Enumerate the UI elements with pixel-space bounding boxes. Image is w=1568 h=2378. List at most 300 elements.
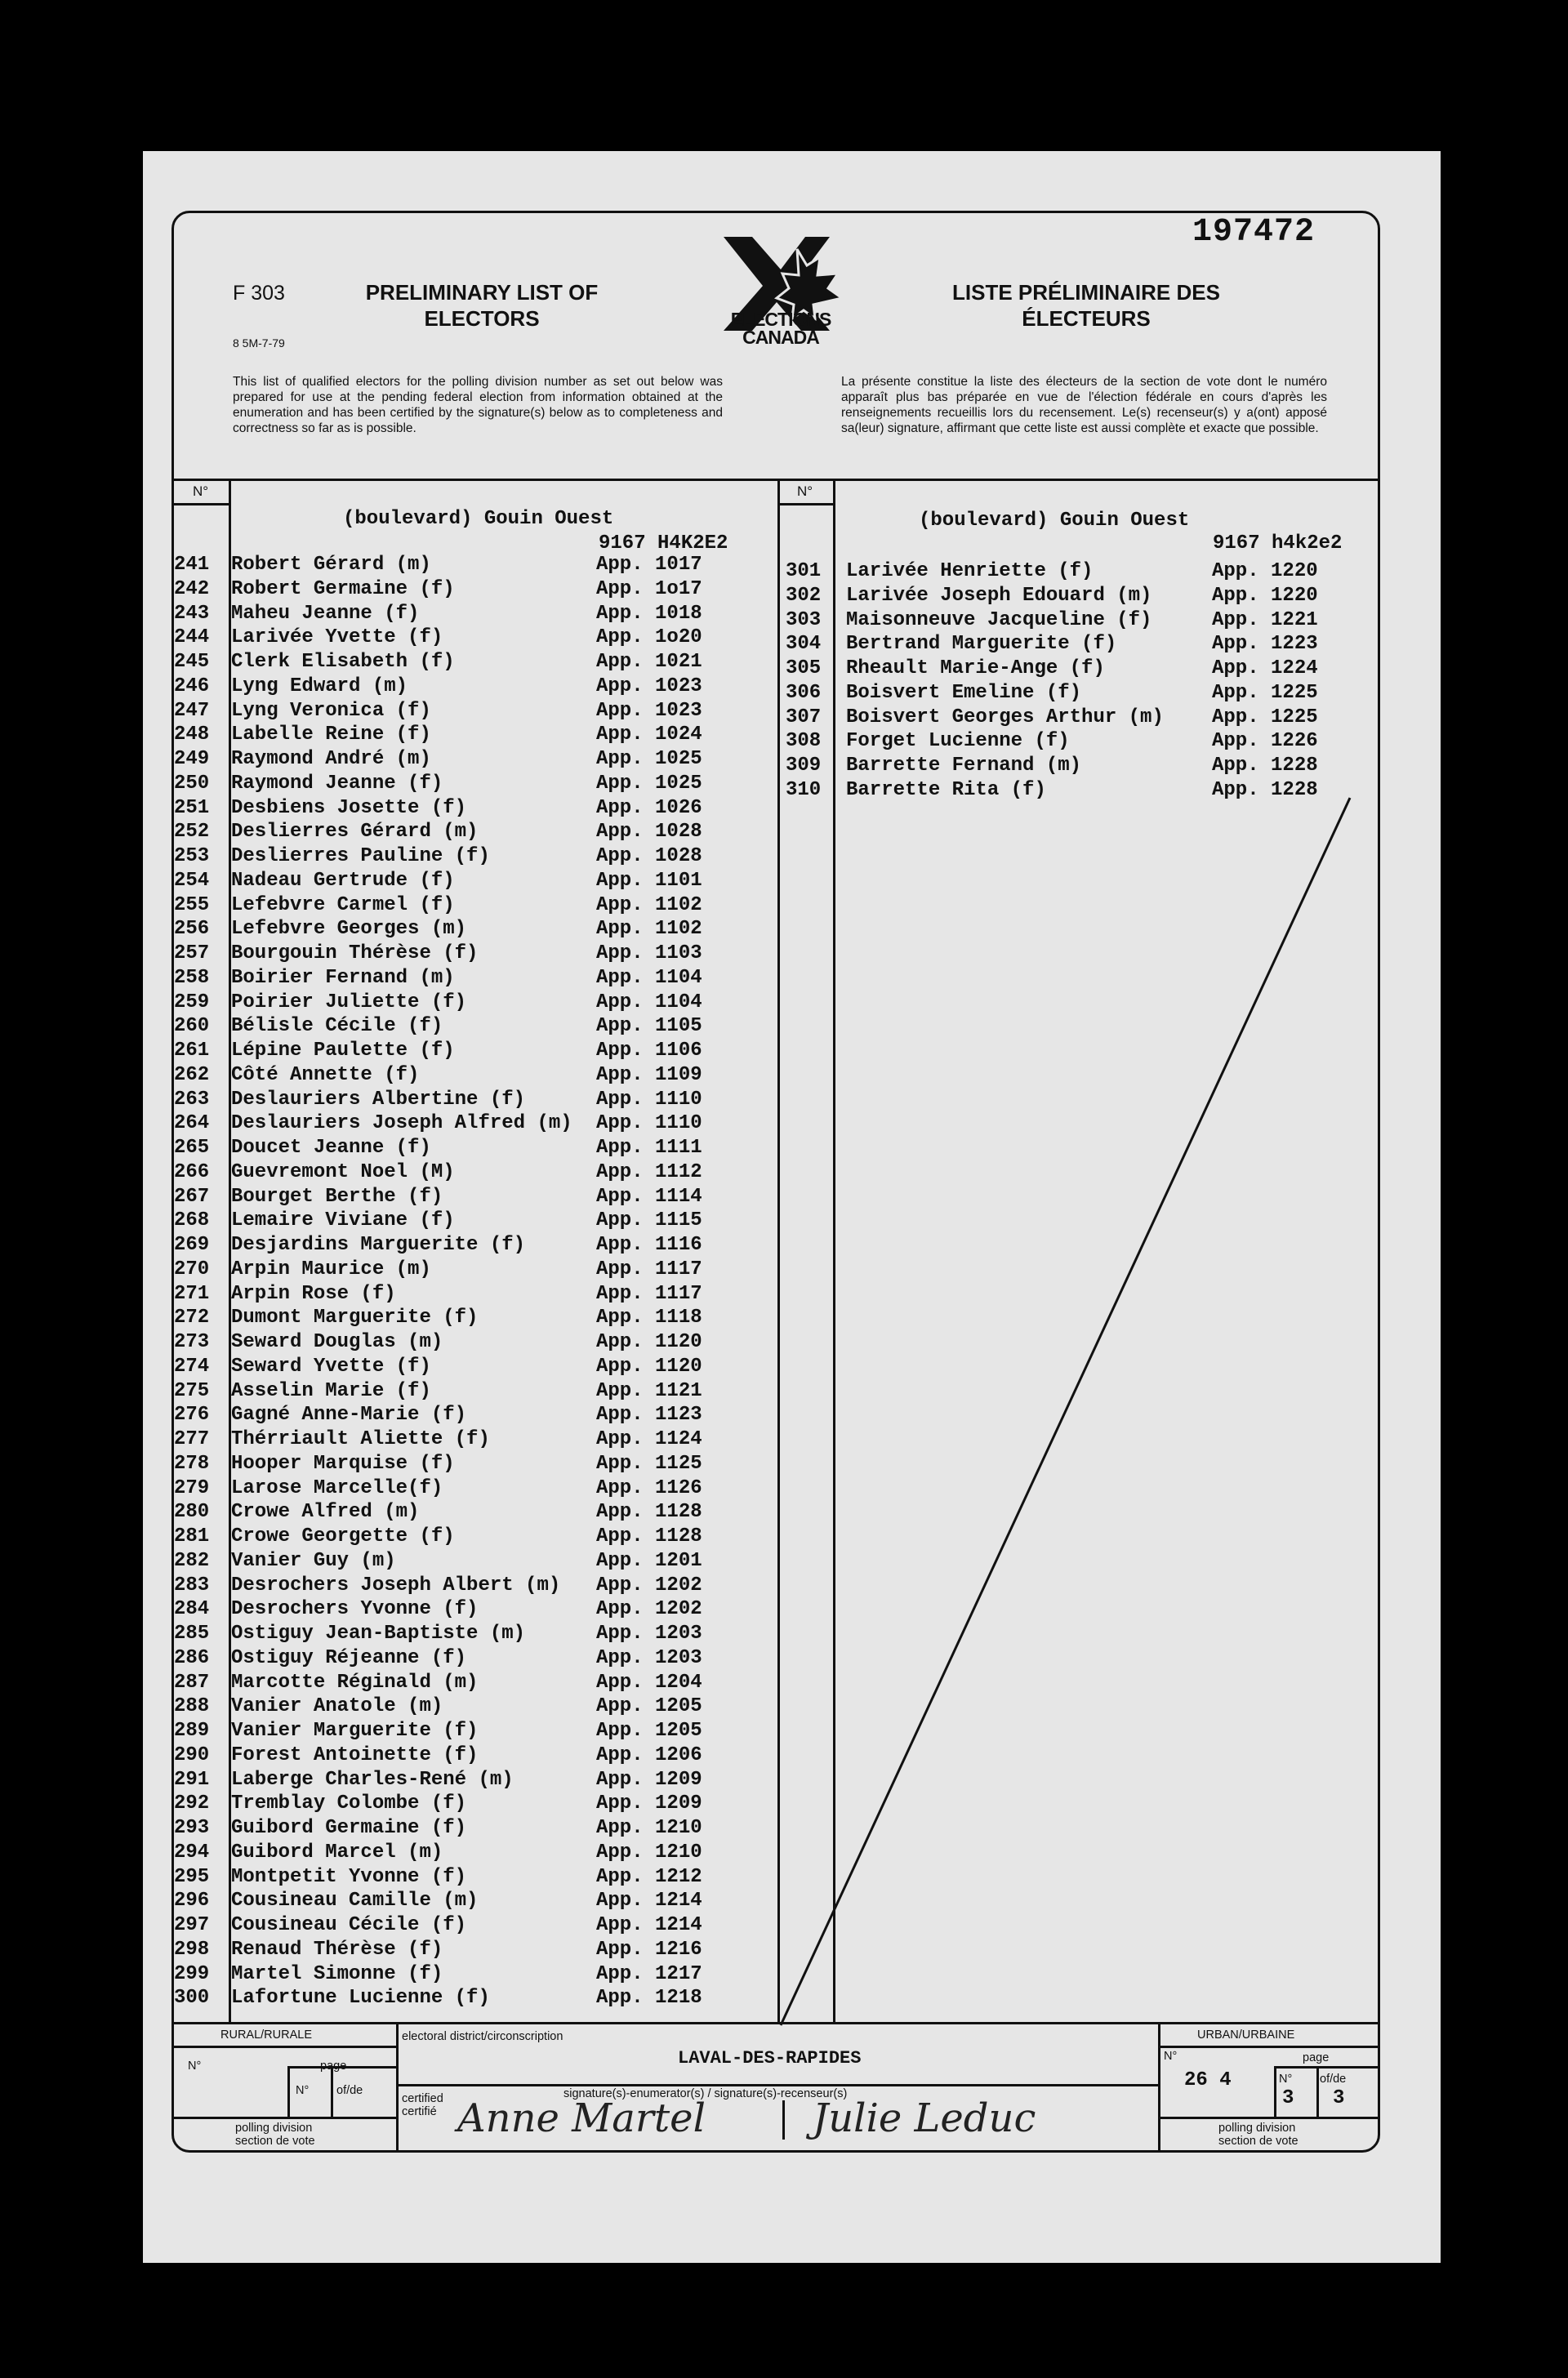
table-row xyxy=(174,1769,727,1793)
elector-name: Guibord Germaine (f) xyxy=(231,1817,467,1839)
table-row xyxy=(174,1186,727,1210)
elector-name: Asselin Marie (f) xyxy=(231,1379,431,1402)
elector-number: 291 xyxy=(174,1768,210,1791)
elector-apartment: App. 1117 xyxy=(596,1258,702,1280)
elector-apartment: App. 1202 xyxy=(596,1574,702,1596)
elector-name: Desbiens Josette (f) xyxy=(231,796,467,819)
table-row xyxy=(174,821,727,845)
elector-number: 292 xyxy=(174,1792,210,1815)
elector-apartment: App. 1120 xyxy=(596,1355,702,1378)
elector-name: Forest Antoinette (f) xyxy=(231,1743,479,1766)
elector-number: 281 xyxy=(174,1525,210,1547)
elector-name: Côté Annette (f) xyxy=(231,1063,420,1086)
table-row xyxy=(174,1841,727,1866)
elector-number: 297 xyxy=(174,1914,210,1936)
rural-header-rule xyxy=(172,2046,396,2048)
table-row xyxy=(174,1015,727,1040)
elector-apartment: App. 1023 xyxy=(596,699,702,722)
right-civic: 9167 h4k2e2 xyxy=(1213,532,1343,554)
table-row xyxy=(174,1064,727,1089)
elector-apartment: App. 1205 xyxy=(596,1720,702,1742)
table-row xyxy=(174,1525,727,1550)
table-row xyxy=(174,1890,727,1914)
table-row xyxy=(174,991,727,1016)
elector-number: 296 xyxy=(174,1890,210,1913)
footer-divider-left xyxy=(396,2022,399,2153)
elector-name: Arpin Maurice (m) xyxy=(231,1258,431,1280)
elector-apartment: App. 1021 xyxy=(596,651,702,673)
elector-name: Lefebvre Georges (m) xyxy=(231,918,467,941)
urban-of-divider xyxy=(1316,2066,1319,2117)
elector-name: Larose Marcelle(f) xyxy=(231,1476,443,1499)
elector-apartment: App. 1221 xyxy=(1212,608,1318,631)
table-row xyxy=(174,1331,727,1356)
elector-number: 298 xyxy=(174,1938,210,1961)
table-row xyxy=(174,554,727,578)
table-row xyxy=(786,585,1343,609)
right-street: (boulevard) Gouin Ouest xyxy=(919,510,1190,532)
elector-number: 271 xyxy=(174,1282,210,1305)
elector-name: Maisonneuve Jacqueline (f) xyxy=(846,608,1152,631)
table-row xyxy=(174,1817,727,1841)
urban-page-no-label: N° xyxy=(1279,2073,1293,2086)
elector-name: Larivée Henriette (f) xyxy=(846,560,1094,582)
elector-name: Desrochers Yvonne (f) xyxy=(231,1598,479,1621)
elector-apartment: App. 1106 xyxy=(596,1040,702,1062)
elector-name: Marcotte Réginald (m) xyxy=(231,1671,479,1694)
elector-name: Vanier Anatole (m) xyxy=(231,1695,443,1718)
elector-name: Poirier Juliette (f) xyxy=(231,991,467,1013)
rural-page-label: page xyxy=(320,2060,347,2073)
logo-wordmark xyxy=(707,310,854,346)
urban-of-number: 3 xyxy=(1333,2087,1345,2109)
elector-name: Hooper Marquise (f) xyxy=(231,1452,455,1475)
elector-number: 306 xyxy=(786,681,822,704)
elector-number: 304 xyxy=(786,633,822,656)
urban-page-rule xyxy=(1274,2066,1380,2069)
elector-number: 300 xyxy=(174,1987,210,2010)
table-row xyxy=(174,1356,727,1380)
table-row xyxy=(786,560,1343,585)
elector-number: 277 xyxy=(174,1428,210,1450)
table-row xyxy=(174,773,727,797)
urban-page-label: page xyxy=(1303,2051,1330,2064)
elector-name: Desjardins Marguerite (f) xyxy=(231,1234,526,1256)
elector-number: 249 xyxy=(174,748,210,770)
table-row xyxy=(174,724,727,748)
elector-apartment: App. 1210 xyxy=(596,1817,702,1839)
rural-of-divider xyxy=(331,2066,333,2117)
elector-name: Seward Yvette (f) xyxy=(231,1355,431,1378)
elector-apartment: App. 1128 xyxy=(596,1501,702,1524)
table-row xyxy=(174,845,727,870)
district-bottom-rule xyxy=(396,2084,1158,2086)
table-row xyxy=(786,633,1343,657)
elector-name: Vanier Guy (m) xyxy=(231,1549,396,1572)
elector-number: 286 xyxy=(174,1646,210,1669)
table-row xyxy=(174,1939,727,1963)
elector-apartment: App. 1126 xyxy=(596,1476,702,1499)
urban-label: URBAN/URBAINE xyxy=(1197,2028,1295,2042)
table-row xyxy=(174,1695,727,1720)
elector-number: 241 xyxy=(174,554,210,576)
elector-number: 282 xyxy=(174,1549,210,1572)
elector-name: Bertrand Marguerite (f) xyxy=(846,633,1117,656)
rural-polling-division: polling division xyxy=(235,2122,313,2135)
elector-number: 293 xyxy=(174,1817,210,1839)
signature-label: signature(s)-enumerator(s) / signature(s)-recenseur(s) xyxy=(564,2087,848,2100)
elector-name: Barrette Fernand (m) xyxy=(846,755,1082,777)
enumerator-signature-1: Anne Martel xyxy=(457,2095,706,2141)
table-row xyxy=(174,1453,727,1477)
elector-name: Labelle Reine (f) xyxy=(231,724,431,746)
elector-number: 288 xyxy=(174,1695,210,1718)
elector-number: 254 xyxy=(174,869,210,892)
elector-apartment: App. 1209 xyxy=(596,1792,702,1815)
elector-apartment: App. 1212 xyxy=(596,1865,702,1888)
elector-number: 305 xyxy=(786,657,822,679)
elector-number: 295 xyxy=(174,1865,210,1888)
elector-number: 270 xyxy=(174,1258,210,1280)
elector-number: 269 xyxy=(174,1234,210,1256)
elector-apartment: App. 1223 xyxy=(1212,633,1318,656)
elector-apartment: App. 1026 xyxy=(596,796,702,819)
elector-number: 285 xyxy=(174,1623,210,1645)
table-row xyxy=(174,675,727,700)
elector-apartment: App. 1217 xyxy=(596,1962,702,1985)
elector-name: Gagné Anne-Marie (f) xyxy=(231,1404,467,1427)
elector-number: 252 xyxy=(174,821,210,844)
elector-number: 255 xyxy=(174,893,210,916)
elector-name: Bourget Berthe (f) xyxy=(231,1185,443,1208)
table-row xyxy=(786,706,1343,731)
rural-inner-divider xyxy=(287,2066,290,2117)
certified-label: certified xyxy=(402,2092,443,2105)
elector-apartment: App. 1118 xyxy=(596,1307,702,1329)
elector-apartment: App. 1216 xyxy=(596,1938,702,1961)
table-top-rule xyxy=(172,479,1380,481)
elector-number: 264 xyxy=(174,1112,210,1135)
elector-apartment: App. 1121 xyxy=(596,1379,702,1402)
table-row xyxy=(174,1987,727,2011)
elector-apartment: App. 1205 xyxy=(596,1695,702,1718)
table-row xyxy=(174,1914,727,1939)
table-row xyxy=(174,748,727,773)
left-street: (boulevard) Gouin Ouest xyxy=(343,508,614,530)
elector-number: 278 xyxy=(174,1452,210,1475)
table-row xyxy=(174,1380,727,1405)
table-row xyxy=(174,1866,727,1890)
elector-name: Guibord Marcel (m) xyxy=(231,1841,443,1864)
elector-apartment: App. 1116 xyxy=(596,1234,702,1256)
elector-name: Deslierres Gérard (m) xyxy=(231,821,479,844)
elector-apartment: App. 1o20 xyxy=(596,626,702,649)
elector-name: Lyng Veronica (f) xyxy=(231,699,431,722)
elector-number: 268 xyxy=(174,1209,210,1232)
table-row xyxy=(174,1089,727,1113)
elector-number: 284 xyxy=(174,1598,210,1621)
elector-apartment: App. 1220 xyxy=(1212,560,1318,582)
table-row xyxy=(786,682,1343,706)
elector-apartment: App. 1218 xyxy=(596,1987,702,2010)
elector-number: 267 xyxy=(174,1185,210,1208)
table-row xyxy=(174,700,727,724)
elector-number: 272 xyxy=(174,1307,210,1329)
elector-number: 308 xyxy=(786,730,822,753)
elector-name: Larivée Yvette (f) xyxy=(231,626,443,649)
elector-apartment: App. 1105 xyxy=(596,1015,702,1038)
table-row xyxy=(174,1283,727,1307)
elector-apartment: App. 1117 xyxy=(596,1282,702,1305)
table-row xyxy=(174,626,727,651)
elector-name: Lafortune Lucienne (f) xyxy=(231,1987,490,2010)
elector-name: Boisvert Emeline (f) xyxy=(846,681,1082,704)
table-row xyxy=(786,609,1343,634)
elector-apartment: App. 1203 xyxy=(596,1623,702,1645)
urban-section-de-vote: section de vote xyxy=(1218,2135,1298,2148)
form-number: F 303 xyxy=(233,282,285,305)
elector-name: Lefebvre Carmel (f) xyxy=(231,893,455,916)
elector-name: Raymond André (m) xyxy=(231,748,431,770)
elector-apartment: App. 1115 xyxy=(596,1209,702,1232)
elector-apartment: App. 1017 xyxy=(596,554,702,576)
title-french: LISTE PRÉLIMINAIRE DES ÉLECTEURS xyxy=(952,280,1220,331)
elector-apartment: App. 1023 xyxy=(596,675,702,697)
table-row xyxy=(174,942,727,967)
elector-number: 301 xyxy=(786,560,822,582)
table-row xyxy=(174,651,727,675)
elector-number: 273 xyxy=(174,1331,210,1353)
elector-apartment: App. 1203 xyxy=(596,1646,702,1669)
table-row xyxy=(174,918,727,942)
elector-number: 276 xyxy=(174,1404,210,1427)
elector-number: 279 xyxy=(174,1476,210,1499)
certifie-label: certifié xyxy=(402,2105,437,2118)
table-row xyxy=(174,1040,727,1064)
table-row xyxy=(786,730,1343,755)
right-no-header: N° xyxy=(797,483,813,499)
table-row xyxy=(174,603,727,627)
elector-number: 274 xyxy=(174,1355,210,1378)
elector-name: Tremblay Colombe (f) xyxy=(231,1792,467,1815)
table-row xyxy=(174,797,727,822)
elector-apartment: App. 1o17 xyxy=(596,577,702,600)
elector-apartment: App. 1028 xyxy=(596,821,702,844)
right-no-header-rule xyxy=(777,503,835,505)
table-row xyxy=(174,1574,727,1599)
elector-name: Robert Germaine (f) xyxy=(231,577,455,600)
elector-apartment: App. 1209 xyxy=(596,1768,702,1791)
elector-name: Raymond Jeanne (f) xyxy=(231,772,443,795)
elector-number: 258 xyxy=(174,966,210,989)
elector-apartment: App. 1102 xyxy=(596,918,702,941)
elector-name: Ostiguy Jean-Baptiste (m) xyxy=(231,1623,526,1645)
elector-apartment: App. 1220 xyxy=(1212,584,1318,607)
elector-name: Bélisle Cécile (f) xyxy=(231,1015,443,1038)
elector-number: 243 xyxy=(174,602,210,625)
urban-page-number: 3 xyxy=(1282,2087,1294,2109)
table-row xyxy=(174,1209,727,1234)
elector-number: 263 xyxy=(174,1088,210,1111)
elector-name: Dumont Marguerite (f) xyxy=(231,1307,479,1329)
elector-apartment: App. 1128 xyxy=(596,1525,702,1547)
elector-number: 244 xyxy=(174,626,210,649)
table-row xyxy=(174,870,727,894)
elector-name: Bourgouin Thérèse (f) xyxy=(231,942,479,964)
table-row xyxy=(174,1161,727,1186)
elector-number: 256 xyxy=(174,918,210,941)
elector-number: 257 xyxy=(174,942,210,964)
elector-number: 242 xyxy=(174,577,210,600)
elector-apartment: App. 1125 xyxy=(596,1452,702,1475)
elector-number: 259 xyxy=(174,991,210,1013)
elector-number: 309 xyxy=(786,755,822,777)
elector-number: 253 xyxy=(174,845,210,867)
elector-name: Arpin Rose (f) xyxy=(231,1282,396,1305)
elector-name: Lemaire Viviane (f) xyxy=(231,1209,455,1232)
elector-number: 265 xyxy=(174,1137,210,1159)
elector-name: Thérriault Aliette (f) xyxy=(231,1428,490,1450)
table-row xyxy=(174,894,727,919)
elector-apartment: App. 1124 xyxy=(596,1428,702,1450)
unused-area-strike-line xyxy=(776,796,1356,2029)
table-row xyxy=(786,755,1343,779)
elector-number: 289 xyxy=(174,1720,210,1742)
rural-label: RURAL/RURALE xyxy=(220,2028,312,2042)
table-row xyxy=(174,1963,727,1988)
urban-no-label: N° xyxy=(1164,2050,1178,2063)
elector-apartment: App. 1114 xyxy=(596,1185,702,1208)
elector-number: 246 xyxy=(174,675,210,697)
elector-name: Desrochers Joseph Albert (m) xyxy=(231,1574,561,1596)
elector-name: Guevremont Noel (M) xyxy=(231,1160,455,1183)
elector-name: Deslauriers Joseph Alfred (m) xyxy=(231,1112,572,1135)
urban-of-label: of/de xyxy=(1320,2073,1347,2086)
elector-number: 294 xyxy=(174,1841,210,1864)
elector-name: Montpetit Yvonne (f) xyxy=(231,1865,467,1888)
elector-number: 287 xyxy=(174,1671,210,1694)
elector-name: Nadeau Gertrude (f) xyxy=(231,869,455,892)
left-no-header-rule xyxy=(172,503,230,505)
elector-number: 251 xyxy=(174,796,210,819)
urban-polling-number: 26 4 xyxy=(1184,2069,1232,2091)
elector-apartment: App. 1201 xyxy=(596,1549,702,1572)
elector-name: Deslauriers Albertine (f) xyxy=(231,1088,526,1111)
elector-number: 310 xyxy=(786,778,822,801)
elector-apartment: App. 1024 xyxy=(596,724,702,746)
intro-english: This list of qualified electors for the polling division number as set out below was prepared for use at the pending federal election from information obtained at the enumeration and has been certified by the signature(s) below as to completeness and correctness so far as is possible. xyxy=(233,375,723,435)
elector-apartment: App. 1228 xyxy=(1212,755,1318,777)
signature-divider xyxy=(782,2100,785,2140)
elector-number: 250 xyxy=(174,772,210,795)
elector-name: Forget Lucienne (f) xyxy=(846,730,1070,753)
urban-polling-division: polling division xyxy=(1218,2122,1296,2135)
elector-name: Boisvert Georges Arthur (m) xyxy=(846,706,1164,728)
elector-name: Barrette Rita (f) xyxy=(846,778,1046,801)
table-row xyxy=(174,1792,727,1817)
elector-apartment: App. 1210 xyxy=(596,1841,702,1864)
elector-number: 302 xyxy=(786,584,822,607)
elector-number: 266 xyxy=(174,1160,210,1183)
elector-apartment: App. 1225 xyxy=(1212,706,1318,728)
table-row xyxy=(174,1477,727,1502)
enumerator-signature-2: Julie Leduc xyxy=(813,2095,1036,2141)
elector-name: Boirier Fernand (m) xyxy=(231,966,455,989)
elector-apartment: App. 1112 xyxy=(596,1160,702,1183)
district-label: electoral district/circonscription xyxy=(402,2030,564,2043)
urban-inner-divider xyxy=(1274,2066,1276,2117)
table-row xyxy=(174,1307,727,1331)
elector-apartment: App. 1104 xyxy=(596,991,702,1013)
elector-name: Robert Gérard (m) xyxy=(231,554,431,576)
elector-number: 261 xyxy=(174,1040,210,1062)
elector-apartment: App. 1025 xyxy=(596,772,702,795)
elector-apartment: App. 1025 xyxy=(596,748,702,770)
table-row xyxy=(174,1137,727,1161)
elector-number: 262 xyxy=(174,1063,210,1086)
table-row xyxy=(174,1672,727,1696)
elector-name: Ostiguy Réjeanne (f) xyxy=(231,1646,467,1669)
table-row xyxy=(786,657,1343,682)
elector-apartment: App. 1226 xyxy=(1212,730,1318,753)
elector-name: Rheault Marie-Ange (f) xyxy=(846,657,1105,679)
elector-apartment: App. 1018 xyxy=(596,602,702,625)
urban-header-rule xyxy=(1158,2046,1380,2048)
table-row xyxy=(174,1258,727,1283)
table-row xyxy=(174,1598,727,1623)
rural-section-de-vote: section de vote xyxy=(235,2135,315,2148)
elector-number: 290 xyxy=(174,1743,210,1766)
elector-name: Renaud Thérèse (f) xyxy=(231,1938,443,1961)
intro-french: La présente constitue la liste des électeurs de la section de vote dont le numéro apparaît plus bas préparée en vue de l'élection fédérale en cours d'après les renseignements recueillis lors du recensement. Le(s) recenseur(s) y a(ont) apposé sa(leur) signature, affirmant que cette liste est aussi complète et exacte que possible. xyxy=(841,375,1327,435)
logo-line1: ELECTIONS xyxy=(730,309,831,330)
elector-apartment: App. 1110 xyxy=(596,1112,702,1135)
elector-number: 307 xyxy=(786,706,822,728)
elector-apartment: App. 1206 xyxy=(596,1743,702,1766)
elector-apartment: App. 1109 xyxy=(596,1063,702,1086)
elector-apartment: App. 1110 xyxy=(596,1088,702,1111)
elector-name: Laberge Charles-René (m) xyxy=(231,1768,514,1791)
rural-bottom-rule xyxy=(172,2117,396,2119)
table-row xyxy=(174,578,727,603)
elector-name: Cousineau Cécile (f) xyxy=(231,1914,467,1936)
serial-number: 197472 xyxy=(1192,214,1316,251)
rural-no-label: N° xyxy=(188,2060,202,2073)
footer-top-rule xyxy=(172,2022,1380,2024)
elector-number: 245 xyxy=(174,651,210,673)
table-row xyxy=(174,967,727,991)
elector-name: Clerk Elisabeth (f) xyxy=(231,651,455,673)
elector-name: Doucet Jeanne (f) xyxy=(231,1137,431,1159)
elector-apartment: App. 1202 xyxy=(596,1598,702,1621)
table-row xyxy=(174,1112,727,1137)
elector-apartment: App. 1123 xyxy=(596,1404,702,1427)
table-row xyxy=(174,1720,727,1744)
elector-name: Deslierres Pauline (f) xyxy=(231,845,490,867)
left-no-header: N° xyxy=(193,483,209,499)
elector-apartment: App. 1224 xyxy=(1212,657,1318,679)
footer-divider-right xyxy=(1158,2022,1160,2153)
elector-apartment: App. 1104 xyxy=(596,966,702,989)
elector-apartment: App. 1102 xyxy=(596,893,702,916)
elector-name: Cousineau Camille (m) xyxy=(231,1890,479,1913)
elector-name: Vanier Marguerite (f) xyxy=(231,1720,479,1742)
elector-name: Maheu Jeanne (f) xyxy=(231,602,420,625)
elector-number: 247 xyxy=(174,699,210,722)
elector-name: Martel Simonne (f) xyxy=(231,1962,443,1985)
table-row xyxy=(174,1404,727,1428)
title-english: PRELIMINARY LIST OF ELECTORS xyxy=(365,280,599,331)
